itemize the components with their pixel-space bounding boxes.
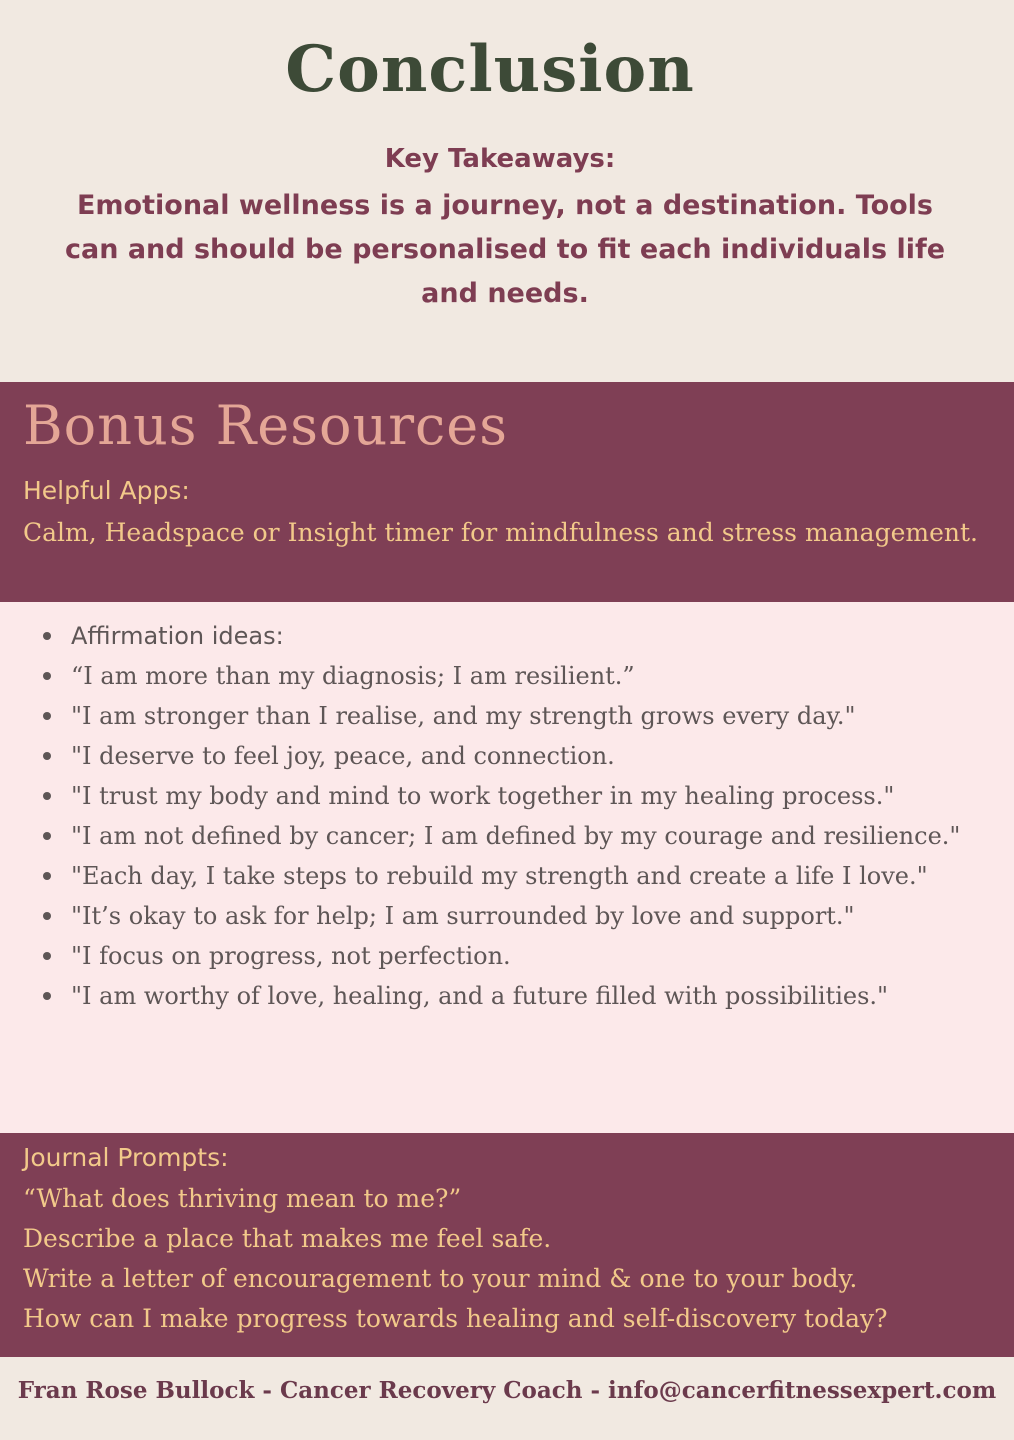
- list-item: [40, 776, 980, 816]
- journal-prompt: Write a letter of encouragement to your mind & one to your body.: [23, 1264, 858, 1293]
- footer-contact-text: Fran Rose Bullock - Cancer Recovery Coach - info@cancerfitnessexpert.com: [17, 1377, 997, 1404]
- affirmation-text: "I focus on progress, not perfection.: [71, 942, 511, 970]
- journal-prompts-section: [0, 1133, 1014, 1357]
- bullet-icon: [43, 672, 51, 680]
- affirmation-text: "I am stronger than I realise, and my strength grows every day.": [71, 702, 856, 730]
- helpful-apps-text: Calm, Headspace or Insight timer for mindfulness and stress management.: [23, 518, 978, 547]
- affirmation-text: "I deserve to feel joy, peace, and connection.: [71, 742, 615, 770]
- journal-prompt: How can I make progress towards healing and self-discovery today?: [23, 1304, 888, 1333]
- list-item: [40, 856, 980, 896]
- footer: [0, 1357, 1014, 1440]
- affirmation-text: "I am worthy of love, healing, and a future filled with possibilities.": [71, 982, 889, 1010]
- bullet-icon: [43, 632, 51, 640]
- list-item: [40, 976, 980, 1016]
- bullet-icon: [43, 712, 51, 720]
- bullet-icon: [43, 952, 51, 960]
- affirmation-text: "It’s okay to ask for help; I am surrounded by love and support.": [71, 902, 855, 930]
- helpful-apps-heading: Helpful Apps:: [23, 476, 190, 505]
- bonus-resources-title: Bonus Resources: [23, 394, 508, 457]
- bullet-icon: [43, 872, 51, 880]
- affirmation-list: [40, 616, 980, 1016]
- list-item: [40, 696, 980, 736]
- affirmation-heading: Affirmation ideas:: [71, 622, 284, 650]
- list-item: [40, 896, 980, 936]
- list-item: [40, 936, 980, 976]
- affirmation-text: "I am not defined by cancer; I am defined by my courage and resilience.": [71, 822, 961, 850]
- bullet-icon: [43, 752, 51, 760]
- journal-prompt: “What does thriving mean to me?”: [23, 1184, 462, 1213]
- affirmation-text: “I am more than my diagnosis; I am resilient.”: [71, 662, 635, 690]
- list-item: [40, 736, 980, 776]
- conclusion-section: [0, 0, 1014, 382]
- affirmation-text: "I trust my body and mind to work together in my healing process.": [71, 782, 895, 810]
- list-item: [40, 616, 980, 656]
- journal-prompt-list: [23, 1179, 993, 1339]
- page-title: Conclusion: [285, 32, 695, 107]
- key-takeaways-text: Emotional wellness is a journey, not a destination. Tools can and should be personalised to fit each individuals life and needs.: [64, 190, 946, 309]
- bonus-resources-section: [0, 382, 1014, 602]
- bullet-icon: [43, 832, 51, 840]
- list-item: [40, 656, 980, 696]
- journal-prompt: Describe a place that makes me feel safe.: [23, 1224, 552, 1253]
- key-takeaways-heading: Key Takeaways:: [384, 144, 616, 174]
- journal-prompts-heading: Journal Prompts:: [23, 1143, 229, 1172]
- bullet-icon: [43, 912, 51, 920]
- affirmation-text: "Each day, I take steps to rebuild my strength and create a life I love.": [71, 862, 928, 890]
- bullet-icon: [43, 992, 51, 1000]
- bullet-icon: [43, 792, 51, 800]
- affirmations-section: [0, 602, 1014, 1133]
- list-item: [40, 816, 980, 856]
